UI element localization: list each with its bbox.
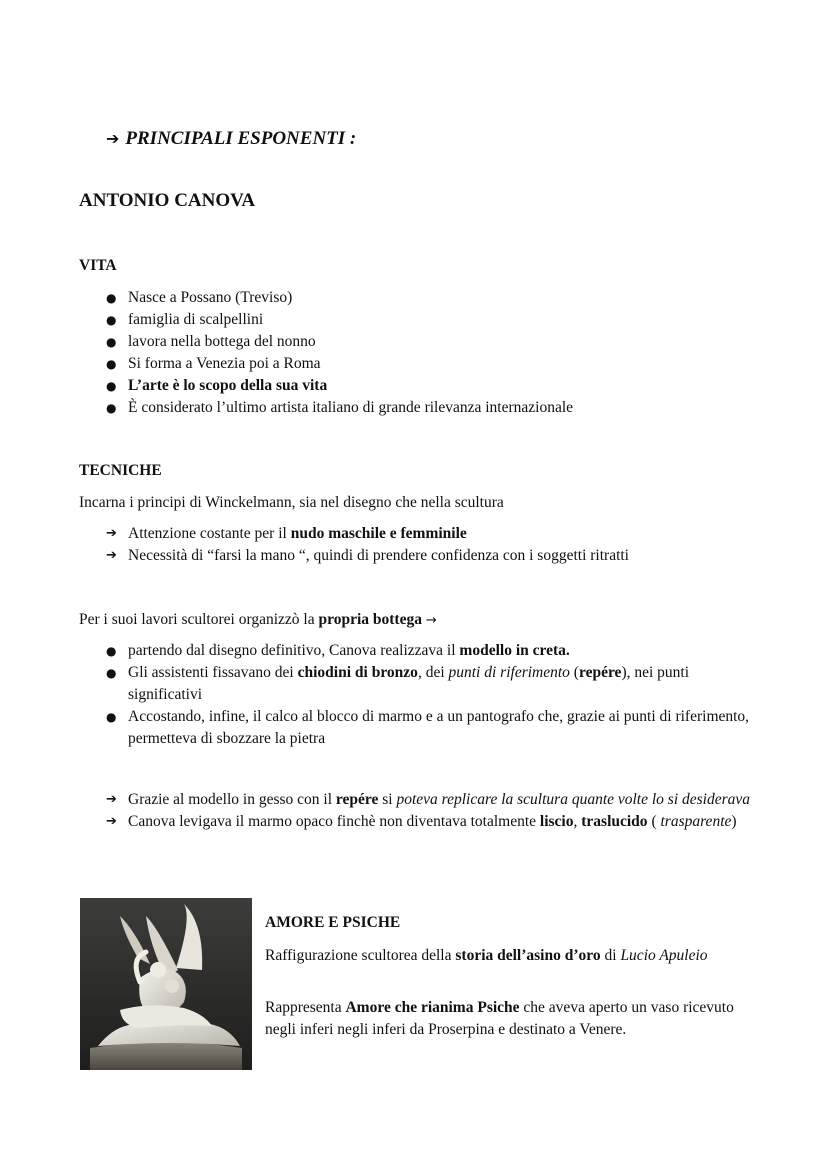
list-item: ● L’arte è lo scopo della sua vita: [106, 375, 766, 397]
section-heading: [106, 128, 356, 150]
list-item: ➔ Canova levigava il marmo opaco finchè non diventava totalmente liscio, traslucido ( trasparente): [106, 811, 756, 833]
tecniche-title: TECNICHE: [79, 462, 162, 479]
list-item: ● lavora nella bottega del nonno: [106, 331, 766, 353]
arrow-right-icon: ➔: [106, 792, 117, 807]
amore-paragraph-2: Rappresenta Amore che rianima Psiche che aveva aperto un vaso ricevuto negli inferi negli inferi da Proserpina e destinato a Venere.: [265, 999, 734, 1038]
bottega-list: [106, 640, 756, 750]
arrow-right-icon: ➔: [106, 129, 120, 148]
bullet-icon: ●: [106, 313, 117, 327]
bullet-icon: ●: [106, 291, 117, 305]
amore-title: AMORE E PSICHE: [265, 914, 401, 931]
bullet-icon: ●: [106, 401, 117, 415]
sculpture-image: [80, 898, 252, 1070]
list-item: ➔ Necessità di “farsi la mano “, quindi di prendere confidenza con i soggetti ritratti: [106, 545, 766, 567]
tecniche-intro: Incarna i principi di Winckelmann, sia nel disegno che nella scultura: [79, 494, 504, 511]
list-item: ➔ Grazie al modello in gesso con il repére si poteva replicare la scultura quante volte lo si desiderava: [106, 789, 756, 811]
bullet-icon: ●: [106, 644, 117, 658]
vita-list: [106, 287, 766, 419]
list-item: ➔ Attenzione costante per il nudo maschile e femminile: [106, 523, 766, 545]
list-item: ● Nasce a Possano (Treviso): [106, 287, 766, 309]
gesso-list: [106, 789, 756, 833]
list-item: ● Gli assistenti fissavano dei chiodini di bronzo, dei punti di riferimento (repére), nei punti significativi: [106, 664, 690, 703]
bullet-icon: ●: [106, 379, 117, 393]
bullet-icon: ●: [106, 710, 117, 724]
arrow-right-icon: ➔: [106, 548, 117, 563]
list-item: ● È considerato l’ultimo artista italiano di grande rilevanza internazionale: [106, 397, 766, 419]
tecniche-list: [106, 523, 766, 567]
bullet-icon: ●: [106, 357, 117, 371]
arrow-right-icon: →: [425, 613, 437, 628]
vita-title: VITA: [79, 257, 117, 274]
bottega-intro: Per i suoi lavori scultorei organizzò la propria bottega →: [79, 611, 437, 628]
bullet-icon: ●: [106, 335, 117, 349]
amore-paragraph-1: Raffigurazione scultorea della storia dell’asino d’oro di Lucio Apuleio: [265, 947, 708, 964]
artist-title: ANTONIO CANOVA: [79, 190, 256, 211]
arrow-right-icon: ➔: [106, 526, 117, 541]
list-item: ● famiglia di scalpellini: [106, 309, 766, 331]
heading-text: PRINCIPALI ESPONENTI :: [125, 128, 357, 149]
amore-psiche-sculpture-icon: [80, 898, 252, 1070]
list-item: ● Accostando, infine, il calco al blocco di marmo e a un pantografo che, grazie ai punti di riferimento, permetteva di sbozzare la pietra: [106, 708, 750, 747]
list-item: ● Si forma a Venezia poi a Roma: [106, 353, 766, 375]
bullet-icon: ●: [106, 666, 117, 680]
list-item: ● partendo dal disegno definitivo, Canova realizzava il modello in creta.: [106, 640, 756, 662]
arrow-right-icon: ➔: [106, 814, 117, 829]
